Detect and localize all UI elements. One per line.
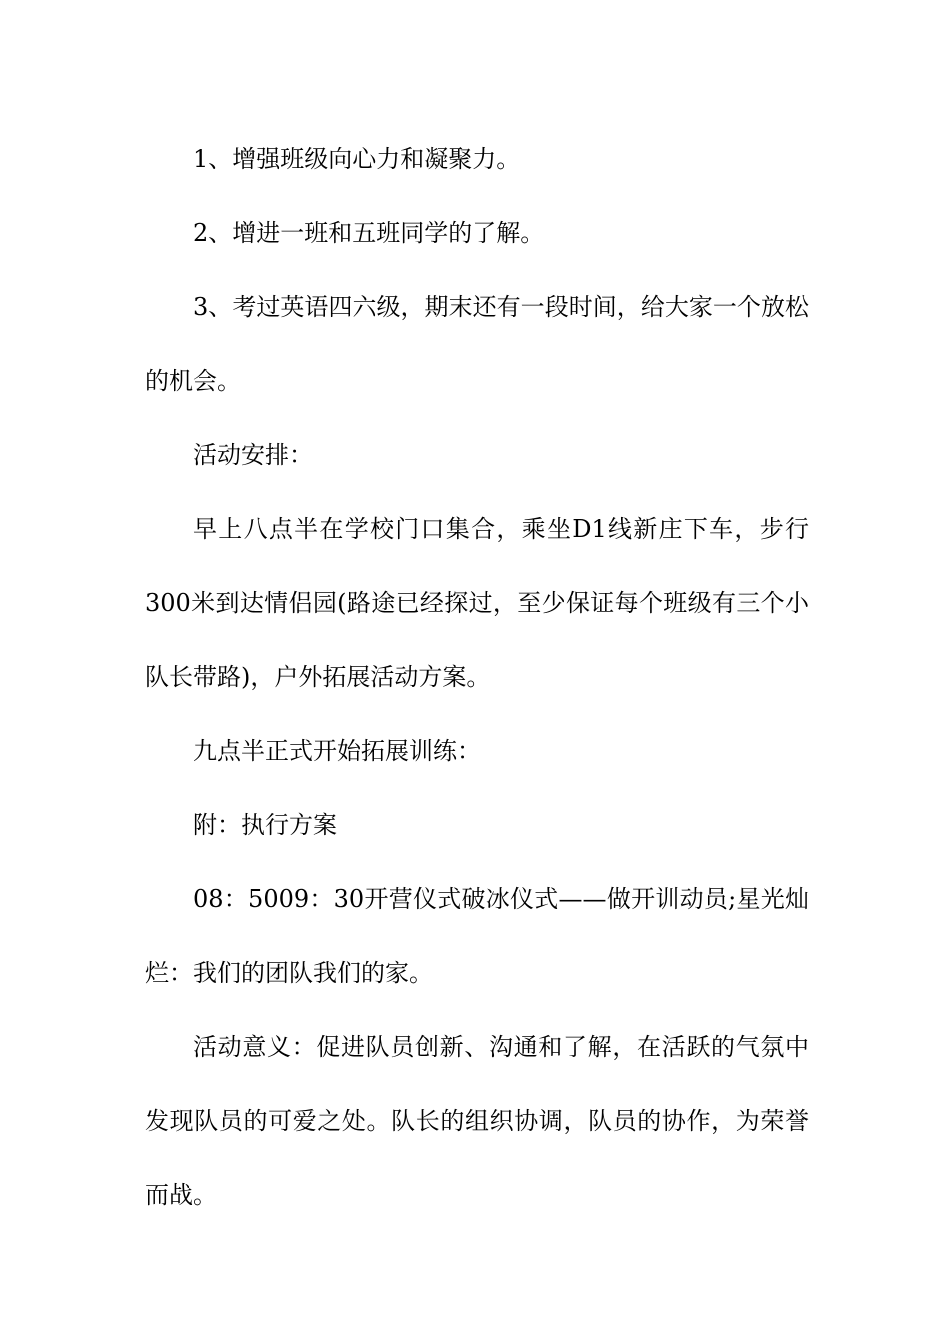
document-body [145, 122, 809, 1232]
section-heading-schedule: 活动安排： [193, 441, 313, 469]
goal-item-1: 1、增强班级向心力和凝聚力。 [193, 145, 521, 173]
goal-item-3: 3、考过英语四六级，期末还有一段时间，给大家一个放松的机会。 [145, 293, 809, 395]
training-start-paragraph: 九点半正式开始拓展训练： [193, 737, 481, 765]
activity-meaning-paragraph: 活动意义：促进队员创新、沟通和了解，在活跃的气氛中发现队员的可爱之处。队长的组织协调，队员的协作，为荣誉而战。 [145, 1033, 809, 1209]
timeline-paragraph: 08：5009：30开营仪式破冰仪式——做开训动员;星光灿烂：我们的团队我们的家。 [145, 885, 809, 987]
goal-item-2: 2、增进一班和五班同学的了解。 [193, 219, 545, 247]
schedule-paragraph: 早上八点半在学校门口集合，乘坐D1线新庄下车，步行300米到达情侣园(路途已经探过，至少保证每个班级有三个小队长带路)，户外拓展活动方案。 [145, 515, 809, 691]
appendix-heading: 附：执行方案 [193, 811, 337, 839]
